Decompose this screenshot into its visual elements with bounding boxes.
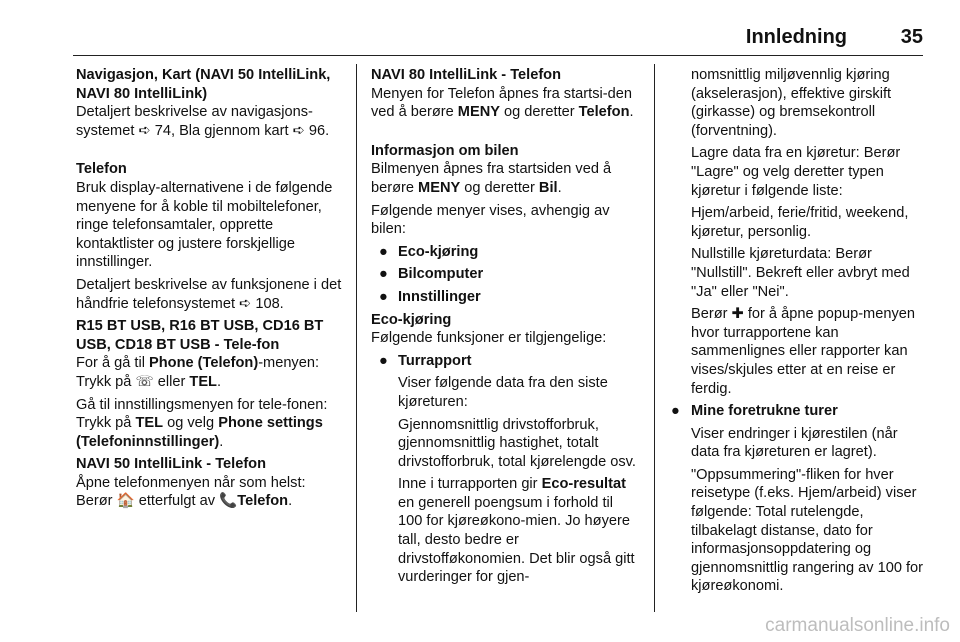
bullet-icon: ●	[671, 403, 680, 420]
section-heading-navigation: Navigasjon, Kart (NAVI 50 IntelliLink, NAVI 80 IntelliLink)	[76, 67, 331, 102]
section-heading-r15: R15 BT USB, R16 BT USB, CD16 BT USB, CD18 BT USB - Tele-fon	[76, 318, 324, 353]
col3-para-1: nomsnittlig miljøvennlig kjøring (akselerasjon), effektive girskift (girkasse) og bremsekontroll (forventning).	[691, 67, 892, 139]
navigation-text: Detaljert beskrivelse av navigasjons-systemet ➪ 74, Bla gjennom kart ➪ 96.	[76, 104, 330, 139]
bullet-icon: ●	[379, 243, 388, 260]
bullet-item: ● Eco-kjøring	[379, 243, 479, 260]
plus-icon: ✚	[731, 306, 744, 323]
navi50-text: Åpne telefonmenyen når som helst: Berør 🏠 etterfulgt av 📞Telefon.	[76, 474, 306, 510]
turrapport-text-1: Viser følgende data fra den siste kjøreturen:	[398, 375, 608, 410]
bullet-item: ● Bilcomputer	[379, 266, 484, 283]
turrapport-text-3: Inne i turrapporten gir Eco-resultat en generell poengsum i forhold til 100 for kjøreøkono-mien. Jo høyere tall, desto bedre er drivstofføkonomien. Det blir også gitt vurderinger for gjen-	[398, 476, 635, 586]
column-2	[371, 66, 637, 591]
turrapport-text-2: Gjennomsnittlig drivstofforbruk, gjennomsnittlig hastighet, totalt drivstofforbruk, total kjørelengde osv.	[398, 416, 636, 470]
section-heading-navi80: NAVI 80 IntelliLink - Telefon	[371, 67, 562, 83]
section-heading-eco: Eco-kjøring	[371, 311, 452, 328]
navi80-text: Menyen for Telefon åpnes fra startsi-den ved å berøre MENY og deretter Telefon.	[371, 85, 634, 121]
page-header	[0, 0, 960, 58]
bullet-item-favorites: ● Mine foretrukne turer	[671, 403, 838, 420]
info-text: Bilmenyen åpnes fra startsiden ved å berøre MENY og deretter Bil.	[371, 161, 612, 196]
col3-para-2: Lagre data fra en kjøretur: Berør "Lagre" og velg deretter typen kjøretur i følgende liste:	[691, 145, 901, 199]
col3-para-5: Berør ✚ for å åpne popup-menyen hvor turrapportene kan sammenlignes eller rapporter kan vises/skjules etter at en reise er ferdig.	[691, 306, 915, 397]
page-number: 35	[900, 26, 923, 48]
col3-para-4: Nullstille kjøreturdata: Berør "Nullstill". Bekreft eller avbryt med "Ja" eller "Nei".	[691, 246, 910, 300]
phone-icon: 📞Telefon	[219, 493, 289, 510]
section-heading-navi50: NAVI 50 IntelliLink - Telefon	[76, 456, 267, 473]
column-3	[673, 66, 929, 600]
telefon-text: Bruk display-alternativene i de følgende menyene for å koble til mobiltelefoner, ringe telefonsamtaler, opprette kontaktlister og justere forskjellige innstillinger.	[76, 179, 333, 271]
column-divider-1	[356, 64, 357, 612]
menus-text: Følgende menyer vises, avhengig av bilen:	[371, 202, 610, 238]
bullet-icon: ●	[379, 352, 388, 369]
chapter-title: Innledning	[745, 26, 847, 48]
telefon-text-2: Detaljert beskrivelse av funksjonene i det håndfrie telefonsystemet ➪ 108.	[76, 276, 342, 312]
r15-text-2: Gå til innstillingsmenyen for tele-fonen: Trykk på TEL og velg Phone settings (Telefoninnstillinger).	[76, 396, 328, 450]
bullet-icon: ●	[379, 288, 388, 305]
favorites-text-2: "Oppsummering"-fliken for hver reisetype (f.eks. Hjem/arbeid) viser følgende: Total rutelengde, tilbakelagt distanse, dato for informasjonsoppdatering og gjennomsnittlig rangering av 100 for kjøreøkonomi.	[691, 466, 924, 595]
section-heading-info: Informasjon om bilen	[371, 142, 519, 159]
watermark: carmanualsonline.info	[765, 615, 950, 636]
favorites-text-1: Viser endringer i kjørestilen (når data fra kjøreturen er lagret).	[691, 425, 898, 461]
column-divider-2	[654, 64, 655, 612]
r15-text: For å gå til Phone (Telefon)-menyen: Trykk på ☏ eller TEL.	[76, 355, 320, 390]
bullet-icon: ●	[379, 266, 388, 283]
bullet-item-turrapport: ● Turrapport	[379, 352, 472, 369]
bullet-item: ● Innstillinger	[379, 288, 481, 305]
section-heading-telefon: Telefon	[76, 161, 127, 178]
eco-text: Følgende funksjoner er tilgjengelige:	[371, 330, 607, 347]
header-rule	[73, 55, 923, 56]
col3-para-3: Hjem/arbeid, ferie/fritid, weekend, kjøretur, personlig.	[691, 205, 909, 240]
column-1	[76, 66, 342, 515]
